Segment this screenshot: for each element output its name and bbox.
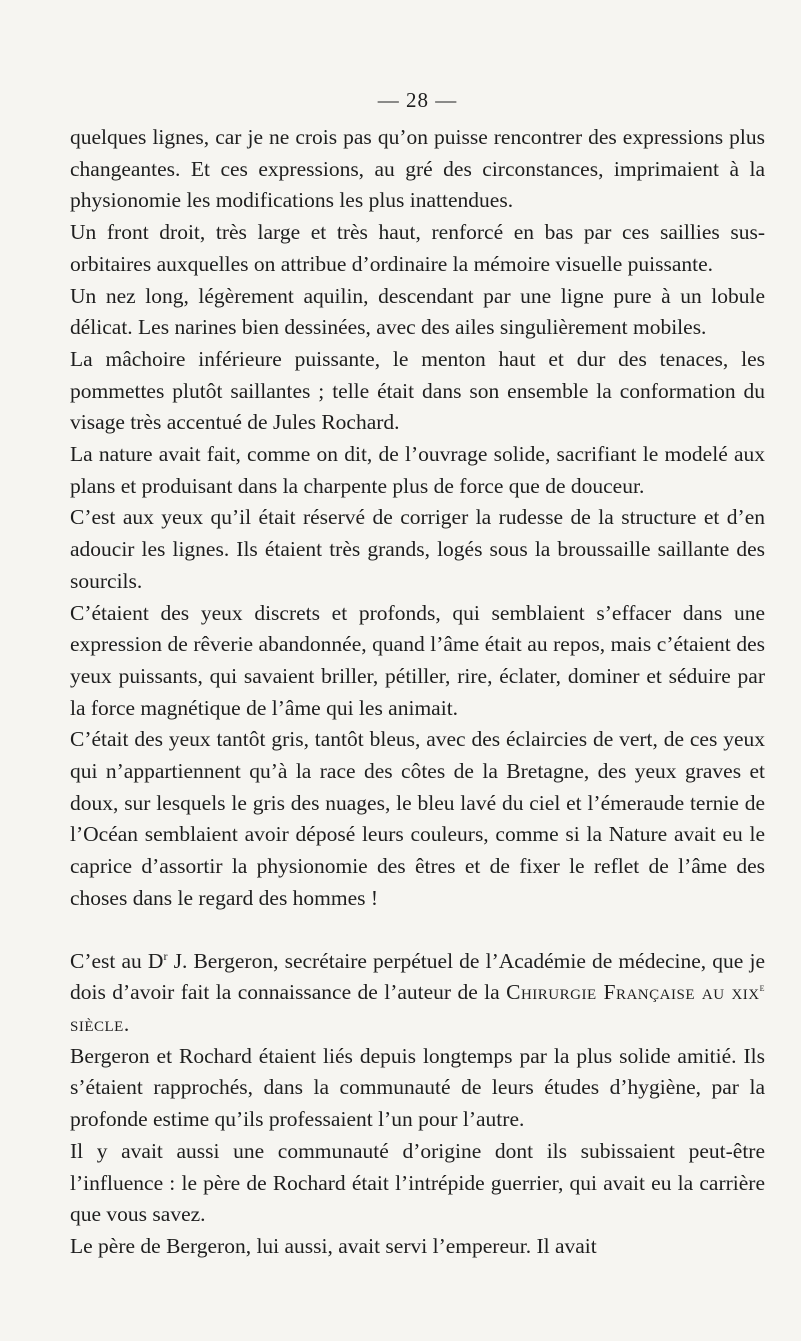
paragraph: Il y avait aussi une communauté d’origine dont ils subissaient peut-être l’influence : le père de Rochard était l’intrépide guerrier, qui avait eu la carrière que vous savez.	[70, 1138, 765, 1227]
paragraph: C’étaient des yeux discrets et profonds, qui semblaient s’effacer dans une expression de rêverie abandonnée, quand l’âme était au repos, mais c’étaient des yeux puissants, qui savaient briller, pétiller, rire, éclater, dominer et séduire par la force magnétique de l’âme qui les animait.	[70, 600, 765, 720]
superscript: e	[759, 980, 766, 995]
superscript: r	[163, 948, 168, 963]
text-run: .	[123, 1011, 130, 1036]
page-number: — 28 —	[377, 88, 458, 112]
paragraph: La nature avait fait, comme on dit, de l’ouvrage solide, sacrifiant le modelé aux plans et produisant dans la charpente plus de force que de douceur.	[70, 442, 765, 498]
paragraph: La mâchoire inférieure puissante, le menton haut et dur des tenaces, les pommettes plutôt saillantes ; telle était dans son ensemble la conformation du visage très accentué de Jules Rochard.	[70, 346, 765, 435]
paragraph-bergeron	[70, 946, 765, 1041]
paragraph: Bergeron et Rochard étaient liés depuis longtemps par la plus solide amitié. Ils s’étaient rapprochés, dans la communauté de leurs études d’hygiène, par la profonde estime qu’ils professaient l’un pour l’autre.	[70, 1043, 765, 1132]
paragraph: quelques lignes, car je ne crois pas qu’on puisse rencontrer des expressions plus changeantes. Et ces expressions, au gré des circonstances, imprimaient à la physionomie les modifications les plus inattendues.	[70, 125, 765, 213]
paragraph: C’était des yeux tantôt gris, tantôt bleus, avec des éclaircies de vert, de ces yeux qui n’appartiennent qu’à la race des côtes de la Bretagne, des yeux graves et doux, sur lesquels le gris des nuages, le bleu lavé du ciel et l’émeraude ternie de l’Océan semblaient avoir déposé leurs couleurs, comme si la Nature avait eu le caprice d’assortir la physionomie des êtres et de fixer le reflet de l’âme des choses dans le regard des hommes !	[70, 727, 765, 910]
text-run: C’est au D	[70, 948, 164, 973]
paragraph: Un front droit, très large et très haut, renforcé en bas par ces saillies sus-orbitaires auxquelles on attribue d’ordinaire la mémoire visuelle puissante.	[70, 220, 765, 276]
paragraph: C’est aux yeux qu’il était réservé de corriger la rudesse de la structure et d’en adoucir les lignes. Ils étaient très grands, logés sous la broussaille saillante des sourcils.	[70, 505, 765, 593]
body-text	[70, 122, 765, 1263]
text-run: J. Bergeron, secrétaire perpétuel de l’Académie de médecine, que je dois d’avoir fait la connaissance de l’auteur de la	[70, 948, 765, 1005]
book-title-suffix: siècle	[70, 1011, 124, 1036]
paragraph: Le père de Bergeron, lui aussi, avait servi l’empereur. Il avait	[70, 1233, 597, 1258]
book-title-text: Chirurgie Française au xix	[506, 980, 760, 1005]
paragraph: Un nez long, légèrement aquilin, descendant par une ligne pure à un lobule délicat. Les narines bien dessinées, avec des ailes singulièrement mobiles.	[70, 283, 765, 340]
